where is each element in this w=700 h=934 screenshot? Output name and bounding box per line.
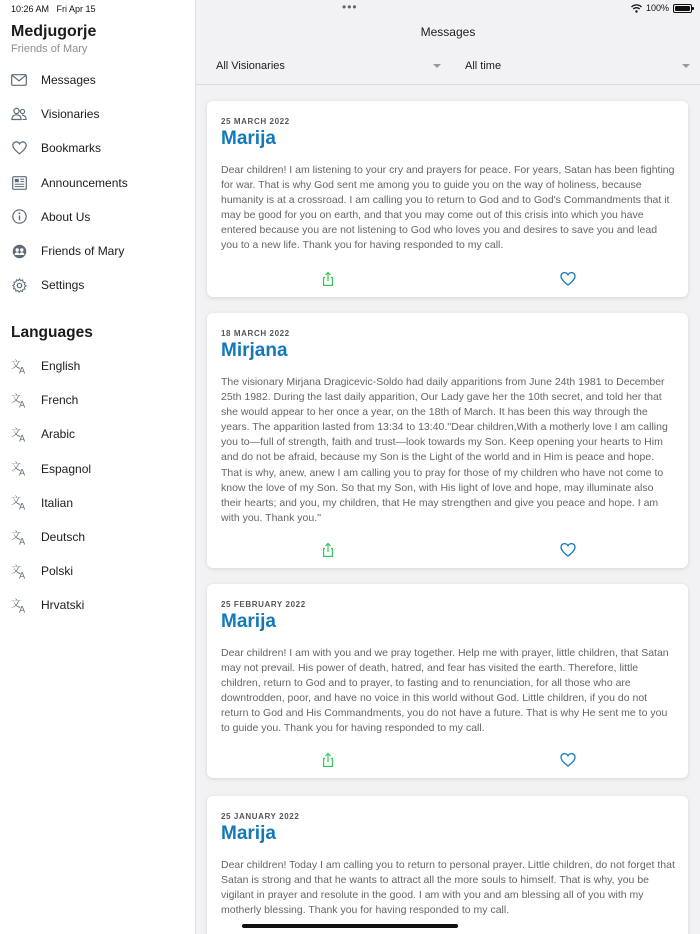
svg-text:A: A xyxy=(19,468,26,477)
language-label: Italian xyxy=(41,495,74,510)
message-card xyxy=(207,796,688,934)
svg-text:文: 文 xyxy=(11,598,21,610)
visionary-filter-value: All Visionaries xyxy=(216,60,285,72)
message-text: The visionary Mirjana Dragicevic-Soldo had daily apparitions from June 24th 1981 to December 25th 1982. During the last daily apparition, Our Lady gave her the 10th secret, and told her that she would appear to her once a year, on the 18th of March. It has been this way through the years. The apparition lasted from 13:34 to 13:40.''Dear children,With a motherly love I am calling you to—full of strength, faith and trust—look towards my Son. Keep opening your hearts to Him and do not be afraid, because my Son is the Light of the world and in Him is peace and hope. That is why, anew, anew I am calling you to pray for those of my children who have not come to know the love of my Son. So that my Son, with His light of love and hope, may illuminate also their hearts; and you, my children, that He may strengthen and give you peace and hope. I am with you. Thank you.'' xyxy=(221,376,668,524)
sidebar-item-announcements[interactable] xyxy=(0,166,196,200)
sidebar-item-bookmarks[interactable] xyxy=(0,131,196,165)
message-card xyxy=(207,101,688,297)
svg-text:A: A xyxy=(19,537,26,545)
visionary-filter-select[interactable] xyxy=(216,60,441,72)
translate-icon xyxy=(11,597,27,613)
app-title: Medjugorje xyxy=(11,23,97,40)
language-label: Hrvatski xyxy=(41,598,85,613)
sidebar-item-about-us[interactable] xyxy=(0,200,196,234)
language-item-english[interactable] xyxy=(0,349,196,383)
filter-bar xyxy=(196,48,700,85)
svg-text:文: 文 xyxy=(11,564,21,576)
time-filter-select[interactable] xyxy=(465,60,690,72)
message-text: Dear children! I am listening to your cry and prayers for peace. For years, Satan has been fighting for war. That is why God sent me among you to guide you on the way of holiness, because humanity is at a crossroad. I am calling you to return to God and to God's Commandments that it may be good for you on earth, and that you may come out of this crisis into which you have entered because you are not listening to God who loves you and desires to save you and lead you to a new life. Thank you for having responded to my call. xyxy=(221,164,675,252)
multitasking-dots-icon[interactable]: ••• xyxy=(342,0,358,14)
svg-text:A: A xyxy=(19,434,26,442)
heart-icon xyxy=(11,140,27,156)
message-date: 25 MARCH 2022 xyxy=(221,117,290,126)
svg-text:A: A xyxy=(19,502,26,511)
battery-icon xyxy=(673,4,692,13)
translate-icon xyxy=(11,563,27,579)
sidebar-item-label: About Us xyxy=(41,209,91,224)
language-list xyxy=(0,349,196,623)
battery-percent: 100% xyxy=(645,3,669,13)
language-label: Polski xyxy=(41,564,74,579)
language-label: French xyxy=(41,393,79,408)
message-actions xyxy=(207,542,688,558)
bookmark-heart-icon[interactable] xyxy=(560,752,576,768)
chevron-down-icon xyxy=(682,64,690,68)
people-icon xyxy=(11,106,27,122)
envelope-icon xyxy=(11,72,27,88)
translate-icon xyxy=(11,358,27,374)
status-bar xyxy=(0,0,700,18)
language-item-italian[interactable] xyxy=(0,486,196,520)
status-indicators xyxy=(631,3,692,13)
svg-text:文: 文 xyxy=(11,530,21,542)
sidebar-item-label: Bookmarks xyxy=(41,141,102,156)
language-label: English xyxy=(41,359,81,374)
language-item-french[interactable] xyxy=(0,383,196,417)
translate-icon xyxy=(11,495,27,511)
translate-icon xyxy=(11,461,27,477)
info-icon xyxy=(11,209,27,225)
sidebar-item-messages[interactable] xyxy=(0,63,196,97)
message-actions xyxy=(207,271,688,287)
share-icon[interactable] xyxy=(320,542,336,558)
message-feed[interactable] xyxy=(196,85,700,934)
sidebar-item-label: Friends of Mary xyxy=(41,244,125,259)
group-icon xyxy=(11,243,27,259)
nav-list xyxy=(0,63,196,302)
message-text: Dear children! Today I am calling you to return to personal prayer. Little children, do not forget that Satan is strong and that he wants to attract all the more souls to himself. That is why, you be vigilant in prayer and resolute in the good. I am with you and am blessing all of you with my motherly blessing. Thank you for having responded to my call. xyxy=(221,859,675,917)
translate-icon xyxy=(11,392,27,408)
sidebar-item-label: Visionaries xyxy=(41,107,100,122)
svg-text:A: A xyxy=(19,400,26,408)
language-label: Deutsch xyxy=(41,530,86,545)
svg-text:A: A xyxy=(19,571,26,579)
language-item-hrvatski[interactable] xyxy=(0,588,196,622)
language-label: Espagnol xyxy=(41,461,92,476)
message-date: 18 MARCH 2022 xyxy=(221,329,290,338)
bookmark-heart-icon[interactable] xyxy=(560,271,576,287)
wifi-icon xyxy=(631,4,642,13)
message-date: 25 JANUARY 2022 xyxy=(221,812,300,821)
main-panel xyxy=(196,0,700,934)
message-date: 25 FEBRUARY 2022 xyxy=(221,600,306,609)
sidebar-item-friends-of-mary[interactable] xyxy=(0,234,196,268)
svg-text:文: 文 xyxy=(11,462,21,474)
message-card xyxy=(207,313,688,568)
status-time: 10:26 AM Fri Apr 15 xyxy=(11,4,96,14)
language-item-deutsch[interactable] xyxy=(0,520,196,554)
message-visionary[interactable]: Marija xyxy=(221,823,276,844)
app-subtitle: Friends of Mary xyxy=(11,43,88,55)
svg-text:文: 文 xyxy=(11,359,21,371)
svg-text:文: 文 xyxy=(11,393,21,405)
page-title: Messages xyxy=(420,25,476,39)
language-item-arabic[interactable] xyxy=(0,417,196,451)
svg-text:文: 文 xyxy=(11,427,21,439)
message-visionary[interactable]: Marija xyxy=(221,611,276,632)
languages-heading: Languages xyxy=(11,324,93,341)
message-visionary[interactable]: Marija xyxy=(221,128,276,149)
chevron-down-icon xyxy=(433,64,441,68)
svg-text:文: 文 xyxy=(11,496,21,508)
translate-icon xyxy=(11,426,27,442)
translate-icon xyxy=(11,529,27,545)
sidebar xyxy=(0,0,196,934)
language-item-polski[interactable] xyxy=(0,554,196,588)
svg-text:A: A xyxy=(19,366,26,374)
svg-text:A: A xyxy=(19,605,26,613)
message-actions xyxy=(207,752,688,768)
sidebar-item-label: Announcements xyxy=(41,175,128,190)
gear-icon xyxy=(11,277,27,293)
share-icon[interactable] xyxy=(320,271,336,287)
sidebar-item-label: Messages xyxy=(41,73,96,88)
language-label: Arabic xyxy=(41,427,76,442)
home-indicator[interactable] xyxy=(242,924,458,928)
time-filter-value: All time xyxy=(465,60,502,72)
sidebar-item-settings[interactable] xyxy=(0,268,196,302)
sidebar-item-visionaries[interactable] xyxy=(0,97,196,131)
language-item-espagnol[interactable] xyxy=(0,452,196,486)
bookmark-heart-icon[interactable] xyxy=(560,542,576,558)
newspaper-icon xyxy=(11,175,27,191)
message-text: Dear children! I am with you and we pray together. Help me with prayer, little children, that Satan may not prevail. His power of death, hatred, and fear has visited the earth. Therefore, little children, return to God and to prayer, to fasting and to renunciation, for all those who are downtrodden, poor, and have no voice in this world without God. Little children, if you do not return to God and His Commandments, you do not have a future. That is why He sent me to you to guide you. Thank you for having responded to my call. xyxy=(221,647,669,735)
message-card xyxy=(207,584,688,778)
share-icon[interactable] xyxy=(320,752,336,768)
sidebar-item-label: Settings xyxy=(41,278,85,293)
message-visionary[interactable]: Mirjana xyxy=(221,340,288,361)
